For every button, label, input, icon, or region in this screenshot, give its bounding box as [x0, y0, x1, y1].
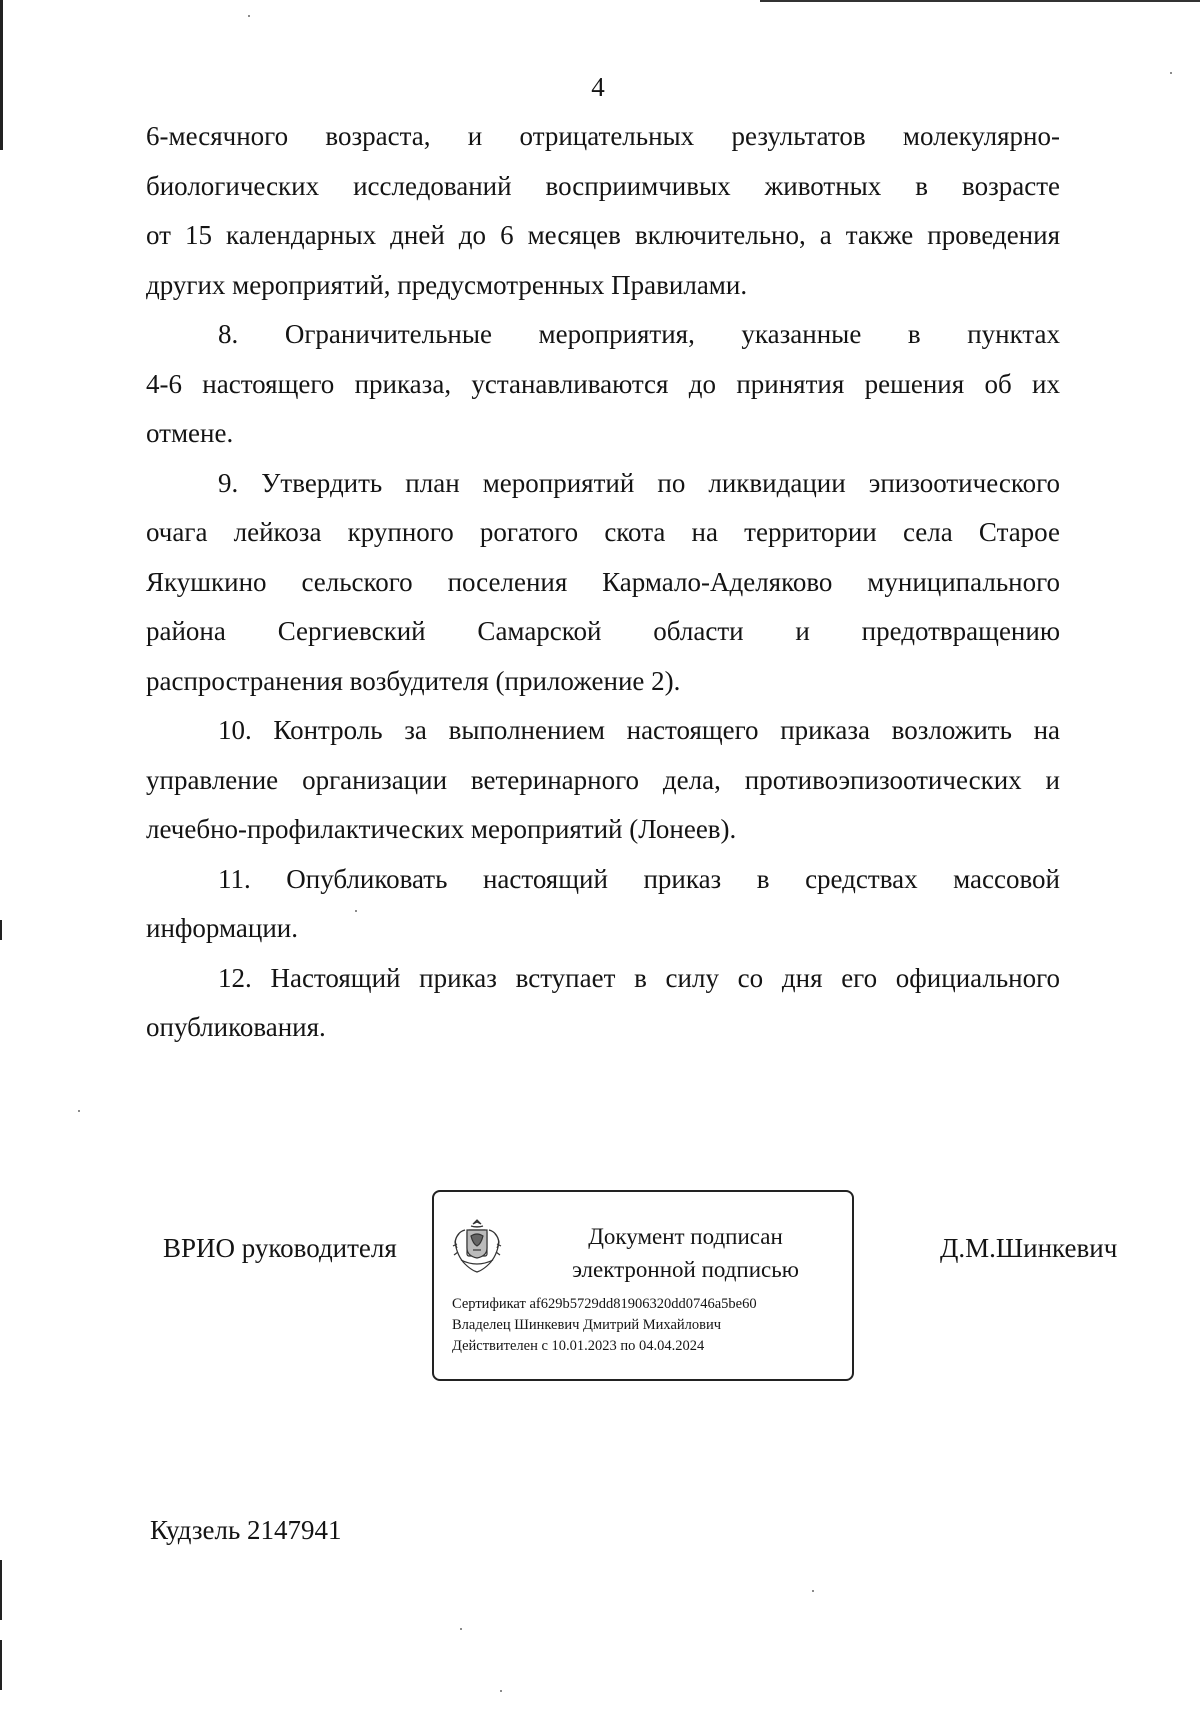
stamp-title: Документ подписан электронной подписью — [572, 1224, 799, 1282]
paragraph-item-8: 8. Ограничительные мероприятия, указанные в пунктах — [218, 319, 1060, 349]
paragraph-item-11: информации. — [146, 913, 298, 943]
paragraph-item-11: 11. Опубликовать настоящий приказ в средствах массовой — [218, 863, 1060, 894]
paragraph-item-9: 9. Утвердить план мероприятий по ликвидации эпизоотического — [218, 467, 1060, 498]
scan-top-line — [760, 0, 1200, 2]
scan-speck — [248, 15, 250, 17]
certificate-validity: Действителен с 10.01.2023 по 04.04.2024 — [452, 1338, 705, 1354]
scan-edge-line — [0, 1640, 2, 1690]
paragraph-continuation: от 15 календарных дней до 6 месяцев включительно, а также проведения — [146, 220, 1060, 250]
scan-edge-line — [0, 1560, 2, 1620]
paragraph-item-12: 12. Настоящий приказ вступает в силу со дня его официального — [218, 962, 1060, 993]
scan-speck — [460, 1628, 462, 1630]
document-body — [146, 112, 1060, 1053]
scan-speck — [78, 1110, 80, 1112]
electronic-signature-stamp — [432, 1190, 854, 1381]
paragraph-item-12: опубликования. — [146, 1012, 326, 1042]
executor-note: Кудзель 2147941 — [150, 1515, 342, 1545]
scan-edge-line — [0, 920, 2, 940]
paragraph-item-10: 10. Контроль за выполнением настоящего приказа возложить на — [218, 715, 1060, 745]
paragraph-item-9: района Сергиевский Самарской области и предотвращению — [146, 616, 1060, 646]
certificate-owner: Владелец Шинкевич Дмитрий Михайлович — [452, 1317, 722, 1333]
paragraph-continuation: других мероприятий, предусмотренных Правилами. — [146, 269, 748, 300]
scan-speck — [500, 1690, 502, 1692]
paragraph-item-8: 4-6 настоящего приказа, устанавливаются до принятия решения об их — [146, 368, 1060, 399]
paragraph-continuation: биологических исследований восприимчивых животных в возрасте — [146, 170, 1060, 201]
paragraph-item-10: управление организации ветеринарного дела, противоэпизоотических и — [146, 764, 1060, 795]
page-number: 4 — [591, 72, 605, 102]
paragraph-item-9: очага лейкоза крупного рогатого скота на территории села Старое — [146, 517, 1060, 547]
scan-speck — [812, 1590, 814, 1592]
signatory-role: ВРИО руководителя — [163, 1233, 397, 1263]
paragraph-continuation: 6-месячного возраста, и отрицательных результатов молекулярно- — [146, 121, 1060, 151]
paragraph-item-9: Якушкино сельского поселения Кармало-Аделяково муниципального — [146, 566, 1060, 597]
paragraph-item-10: лечебно-профилактических мероприятий (Лонеев). — [146, 814, 737, 844]
paragraph-item-8: отмене. — [146, 418, 234, 448]
paragraph-item-9: распространения возбудителя (приложение 2). — [146, 665, 681, 696]
coat-of-arms-icon — [451, 1216, 503, 1274]
signatory-name: Д.М.Шинкевич — [940, 1233, 1118, 1263]
signature-block — [0, 1190, 1200, 1390]
certificate-number: Сертификат af629b5729dd81906320dd0746a5be60 — [452, 1296, 757, 1312]
certificate-details — [452, 1294, 757, 1357]
